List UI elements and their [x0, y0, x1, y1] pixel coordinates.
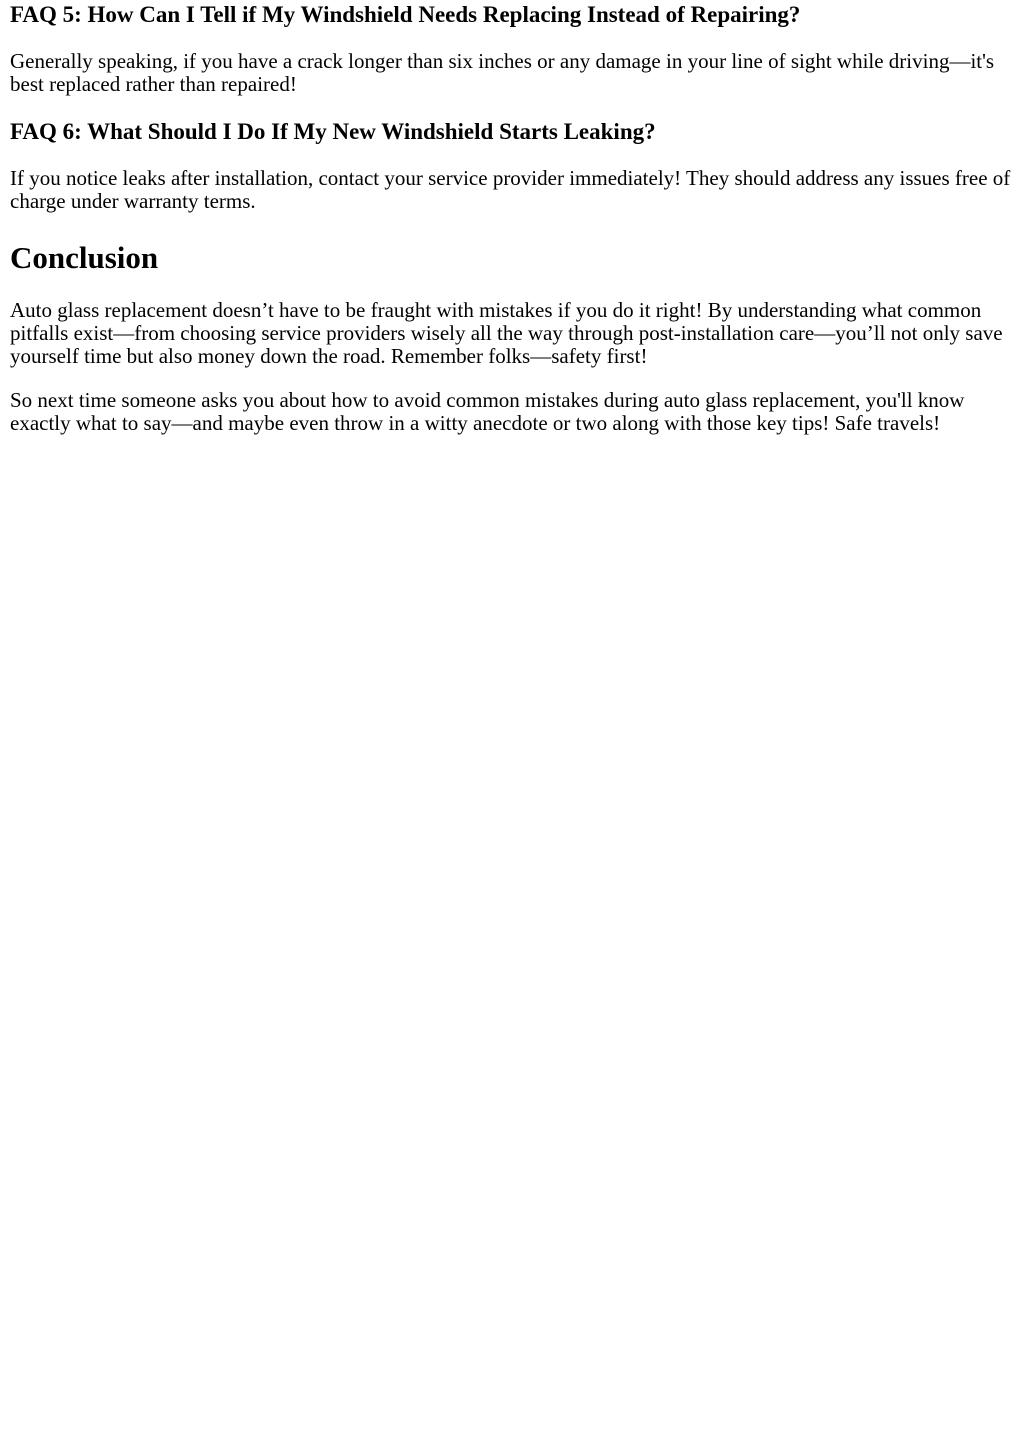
conclusion-paragraph: Auto glass replacement doesn’t have to be fraught with mistakes if you do it right! By understanding what common pitfalls exist—from choosing service providers wisely all the way through post-installation care—you’ll not only save yourself time but also money down the road. Remember folks—safety first! [10, 298, 1003, 368]
faq6-heading: FAQ 6: What Should I Do If My New Windshield Starts Leaking? [10, 119, 656, 144]
article-content [0, 1, 1024, 435]
conclusion-paragraph: So next time someone asks you about how to avoid common mistakes during auto glass replacement, you'll know exactly what to say—and maybe even throw in a witty anecdote or two along with those key tips! Safe travels! [10, 388, 965, 435]
faq6-answer: If you notice leaks after installation, contact your service provider immediately! They should address any issues free of charge under warranty terms. [10, 166, 1011, 213]
faq5-heading: FAQ 5: How Can I Tell if My Windshield Needs Replacing Instead of Repairing? [10, 2, 801, 27]
faq5-answer: Generally speaking, if you have a crack longer than six inches or any damage in your line of sight while driving—it's best replaced rather than repaired! [10, 49, 995, 96]
conclusion-heading: Conclusion [10, 240, 159, 275]
